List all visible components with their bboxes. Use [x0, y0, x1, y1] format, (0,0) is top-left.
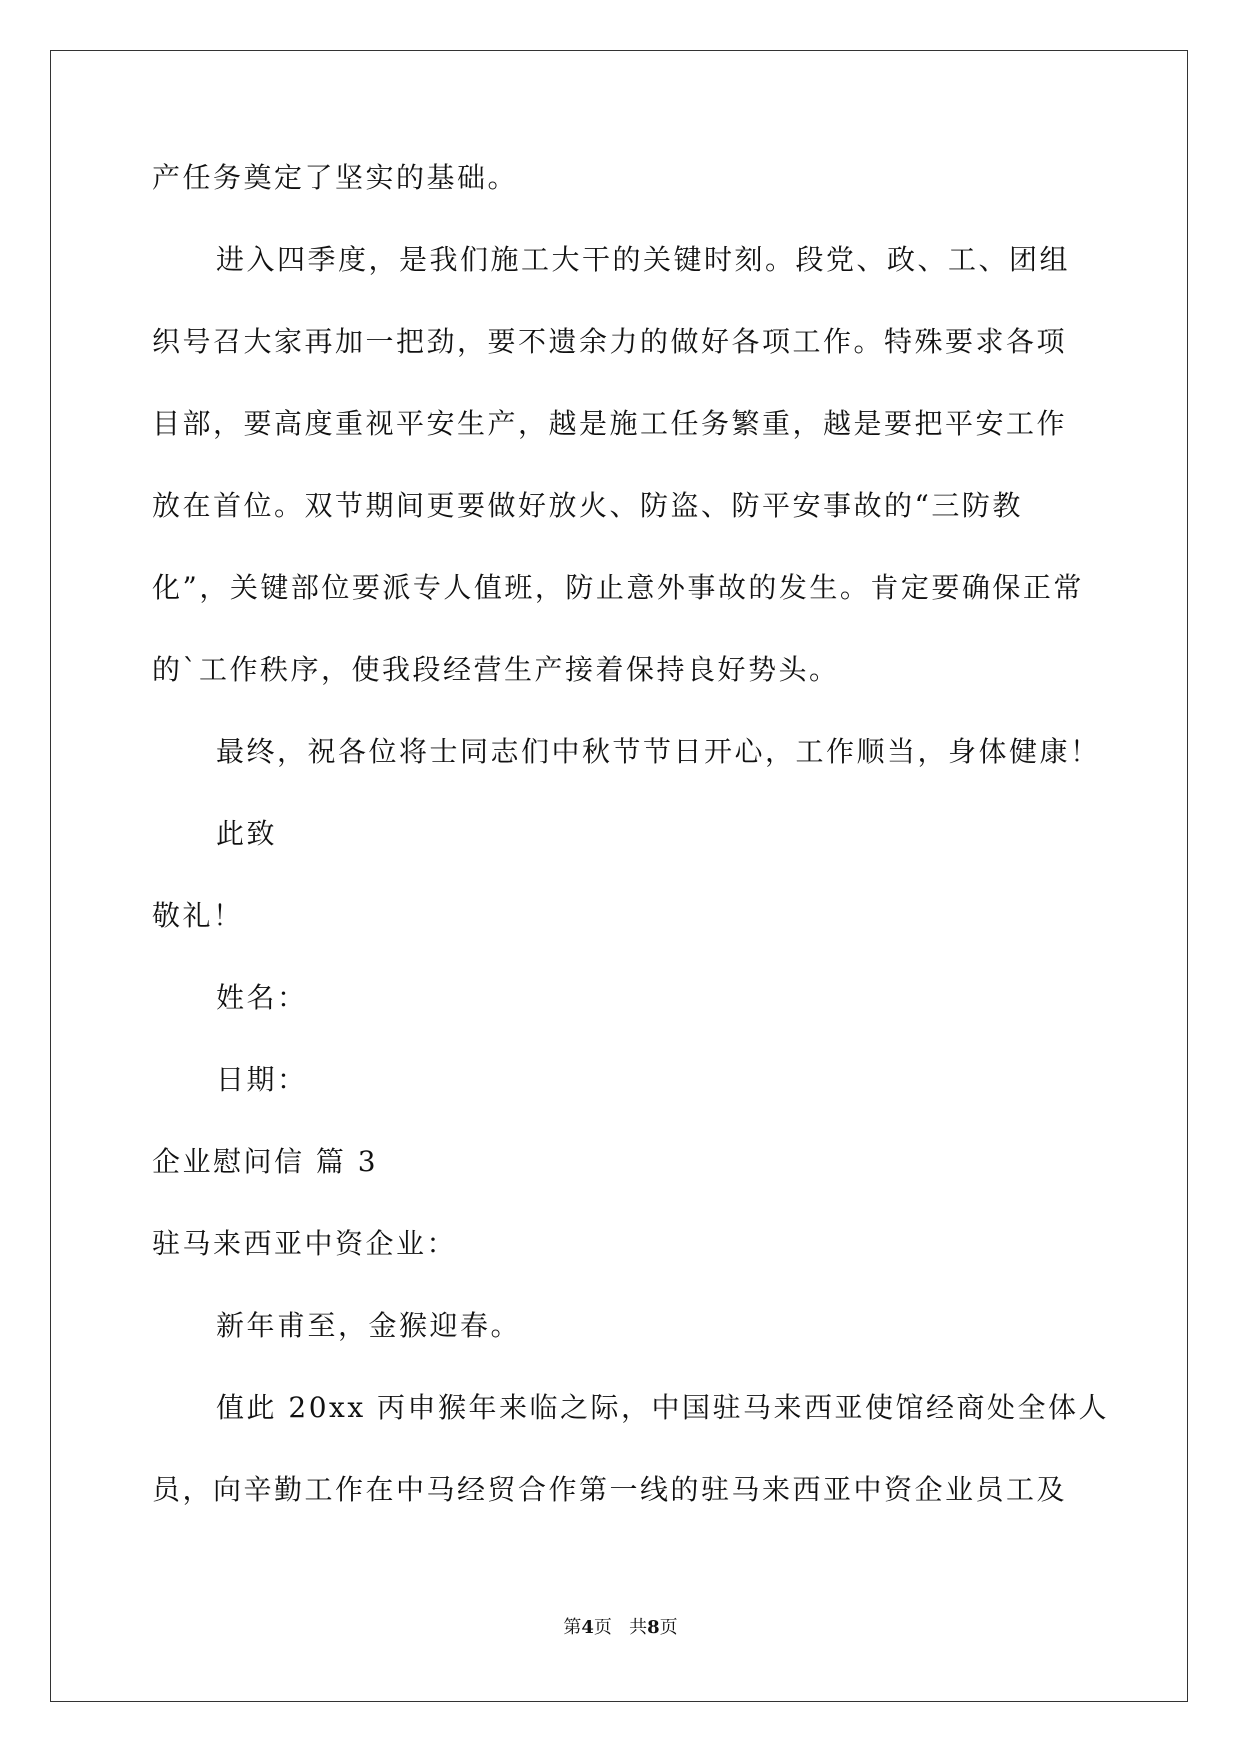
text-line-3: 织号召大家再加一把劲，要不遗余力的做好各项工作。特殊要求各项 — [152, 325, 1068, 358]
total-pages-number: 8 — [647, 1617, 660, 1638]
date-field-label: 日期： — [216, 1063, 308, 1096]
footer-suffix: 页 — [659, 1617, 678, 1638]
closing-wish: 最终，祝各位将士同志们中秋节节日开心，工作顺当，身体健康！ — [216, 735, 1101, 768]
salutation-cizhi: 此致 — [216, 817, 278, 850]
text-line-5: 放在首位。双节期间更要做好放火、防盗、防平安事故的“三防教 — [152, 489, 1023, 522]
section-heading: 企业慰问信 篇 3 — [152, 1145, 379, 1178]
salutation-jingli: 敬礼！ — [152, 899, 244, 932]
text-line-2: 进入四季度，是我们施工大干的关键时刻。段党、政、工、团组 — [216, 243, 1071, 276]
text-line-1: 产任务奠定了坚实的基础。 — [152, 161, 519, 194]
text-line-6: 化”，关键部位要派专人值班，防止意外事故的发生。肯定要确保正常 — [152, 571, 1084, 604]
letter-recipient: 驻马来西亚中资企业： — [152, 1227, 458, 1260]
footer-prefix: 第 — [563, 1617, 582, 1638]
text-line-16: 值此 20xx 丙申猴年来临之际，中国驻马来西亚使馆经商处全体人 — [216, 1391, 1110, 1424]
text-line-15: 新年甫至，金猴迎春。 — [216, 1309, 522, 1342]
current-page-number: 4 — [581, 1617, 594, 1638]
text-line-4: 目部，要高度重视平安生产，越是施工任务繁重，越是要把平安工作 — [152, 407, 1068, 440]
document-body — [152, 158, 1110, 1552]
footer-mid: 页 共 — [593, 1617, 648, 1638]
name-field-label: 姓名： — [216, 981, 308, 1014]
text-line-17: 员，向辛勤工作在中马经贸合作第一线的驻马来西亚中资企业员工及 — [152, 1473, 1068, 1506]
page-footer — [0, 1616, 1241, 1640]
text-line-7: 的`工作秩序，使我段经营生产接着保持良好势头。 — [152, 653, 840, 686]
